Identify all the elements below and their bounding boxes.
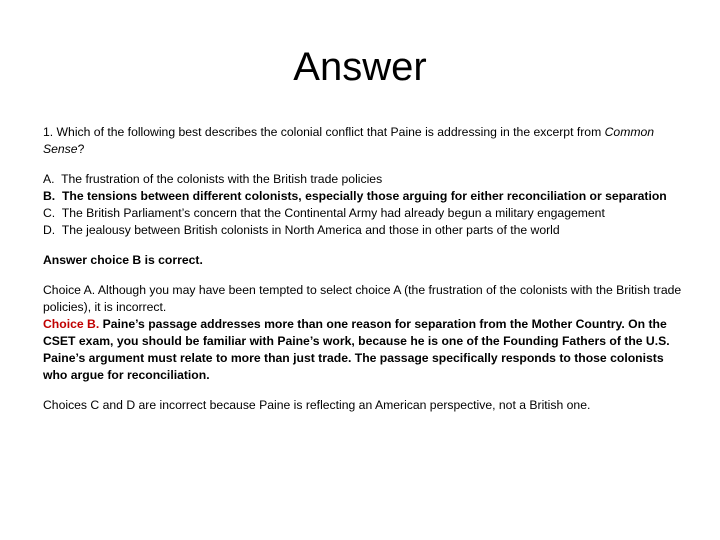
- answer-content: [43, 124, 683, 414]
- option-b: [43, 188, 683, 205]
- question-text-after: ?: [77, 142, 85, 156]
- option-c-letter: C.: [43, 206, 56, 220]
- choice-b-text: Paine’s passage addresses more than one reason for separation from the Mother Country. On the CSET exam, you should be familiar with Paine’s work, because he is one of the Founding Fathers of the U.S. Paine’s argument must relate to more than just trade. The passage specifically responds to those colonists who argue for reconciliation.: [43, 317, 670, 382]
- option-a-text: The frustration of the colonists with the British trade policies: [61, 172, 383, 186]
- option-d-letter: D.: [43, 223, 56, 237]
- option-d: [43, 222, 683, 239]
- question-number: 1.: [43, 125, 54, 139]
- option-c: [43, 205, 683, 222]
- option-b-text: The tensions between different colonists, especially those arguing for either reconciliation or separation: [61, 189, 667, 203]
- choice-b-label: Choice B.: [43, 317, 100, 331]
- option-a-letter: A.: [43, 172, 55, 186]
- correct-answer: Answer choice B is correct.: [43, 253, 203, 267]
- explanation: [43, 282, 683, 384]
- explanation-choice-b: [43, 316, 683, 384]
- conclusion: Choices C and D are incorrect because Paine is reflecting an American perspective, not a British one.: [43, 398, 591, 412]
- option-c-text: The British Parliament’s concern that the Continental Army had already begun a military engagement: [61, 206, 605, 220]
- question-emphasis: Common Sense: [43, 125, 655, 156]
- explanation-choice-a: Choice A. Although you may have been tempted to select choice A (the frustration of the colonists with the British trade policies), it is incorrect.: [43, 283, 682, 314]
- option-d-text: The jealousy between British colonists in North America and those in other parts of the world: [61, 223, 560, 237]
- question-text-before: Which of the following best describes the colonial conflict that Paine is addressing in the excerpt from: [53, 125, 605, 139]
- option-b-letter: B.: [43, 189, 56, 203]
- answer-options: [43, 171, 683, 239]
- option-a: [43, 171, 683, 188]
- page-title: Answer: [293, 45, 427, 89]
- question: [43, 124, 683, 158]
